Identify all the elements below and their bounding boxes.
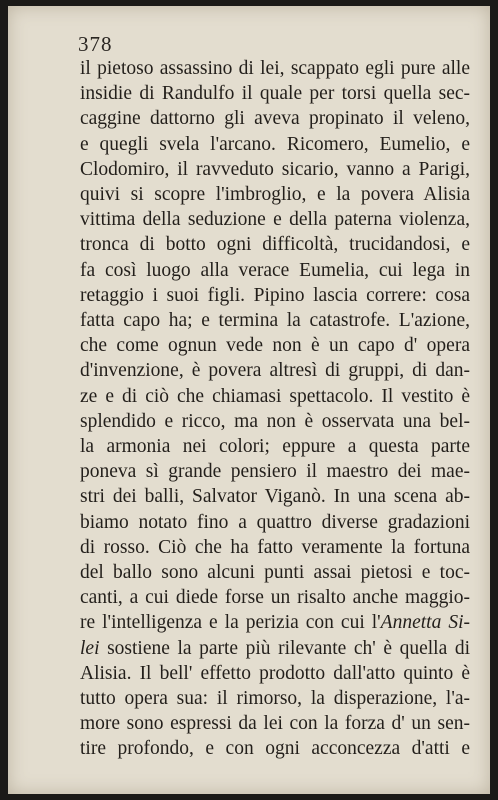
text-line [80, 132, 470, 157]
text-line [80, 232, 470, 257]
text-run: tutto opera sua: il rimorso, la disperazione, l'a- [80, 688, 470, 710]
text-run: di rosso. Ciò che ha fatto veramente la fortuna [80, 536, 470, 558]
text-run: quivi si scopre l'imbroglio, e la povera Alisia [80, 184, 470, 206]
text-run: biamo notato fino a quattro diverse gradazioni [80, 511, 470, 533]
text-run: ze e di ciò che chiamasi spettacolo. Il vestito è [80, 385, 470, 407]
text-run: e quegli svela l'arcano. Ricomero, Eumelio, e [80, 133, 470, 155]
text-line [80, 283, 470, 308]
text-run: che come ognun vede non è un capo d' opera [80, 335, 470, 357]
text-run: re l'intelligenza e la perizia con cui l' [80, 612, 381, 634]
text-line [80, 358, 470, 383]
text-run: splendido e ricco, ma non è osservata una bel- [80, 410, 470, 432]
book-page [8, 6, 490, 794]
text-run: tronca di botto ogni difficoltà, trucidandosi, e [80, 234, 470, 256]
text-run: more sono espressi da lei con la forza d' un sen- [80, 713, 470, 735]
text-run: tire profondo, e con ogni acconcezza d'atti e [80, 738, 470, 760]
text-run: fa così luogo alla verace Eumelia, cui lega in [80, 259, 470, 281]
text-line [80, 434, 470, 459]
text-line [80, 636, 470, 661]
text-run: poneva sì grande pensiero il maestro dei mae- [80, 461, 470, 483]
text-line [80, 610, 470, 635]
text-line [80, 510, 470, 535]
text-run: fatta capo ha; e termina la catastrofe. L'azione, [80, 310, 470, 332]
italic-name: Annetta Si- [380, 612, 470, 634]
text-run: Clodomiro, il ravveduto sicario, vanno a Parigi, [80, 158, 470, 180]
text-line [80, 560, 470, 585]
text-line [80, 258, 470, 283]
text-line [80, 585, 470, 610]
text-run: insidie di Randulfo il quale per torsi quella sec- [80, 83, 470, 105]
text-line [80, 484, 470, 509]
text-run: Alisia. Il bell' effetto prodotto dall'atto quinto è [80, 662, 470, 684]
text-line [80, 106, 470, 131]
text-line [80, 736, 470, 761]
text-line [80, 56, 470, 81]
text-line [80, 157, 470, 182]
text-line [80, 686, 470, 711]
text-run: del ballo sono alcuni punti assai pietosi e toc- [80, 562, 470, 584]
text-run: retaggio i suoi figli. Pipino lascia correre: cosa [80, 284, 470, 306]
text-line [80, 711, 470, 736]
text-line [80, 459, 470, 484]
text-run: canti, a cui diede forse un risalto anche maggio- [80, 587, 470, 609]
text-run: stri dei balli, Salvator Viganò. In una scena ab- [80, 486, 470, 508]
text-line [80, 207, 470, 232]
text-run: d'invenzione, è povera altresì di gruppi, di dan- [80, 360, 470, 382]
text-run: vittima della seduzione e della paterna violenza, [80, 209, 470, 231]
page-number: 378 [78, 32, 113, 56]
text-line [80, 81, 470, 106]
text-run: sostiene la parte più rilevante ch' è quella di [99, 637, 470, 659]
text-line [80, 384, 470, 409]
body-text [80, 56, 470, 762]
text-run: la armonia nei colori; eppure a questa parte [80, 436, 470, 458]
text-line [80, 409, 470, 434]
italic-name: lei [80, 637, 100, 659]
text-run: caggine dattorno gli aveva propinato il veleno, [80, 108, 470, 130]
text-line [80, 308, 470, 333]
text-line [80, 535, 470, 560]
text-run: il pietoso assassino di lei, scappato egli pure alle [80, 58, 470, 79]
text-line [80, 333, 470, 358]
text-line [80, 661, 470, 686]
text-line [80, 182, 470, 207]
